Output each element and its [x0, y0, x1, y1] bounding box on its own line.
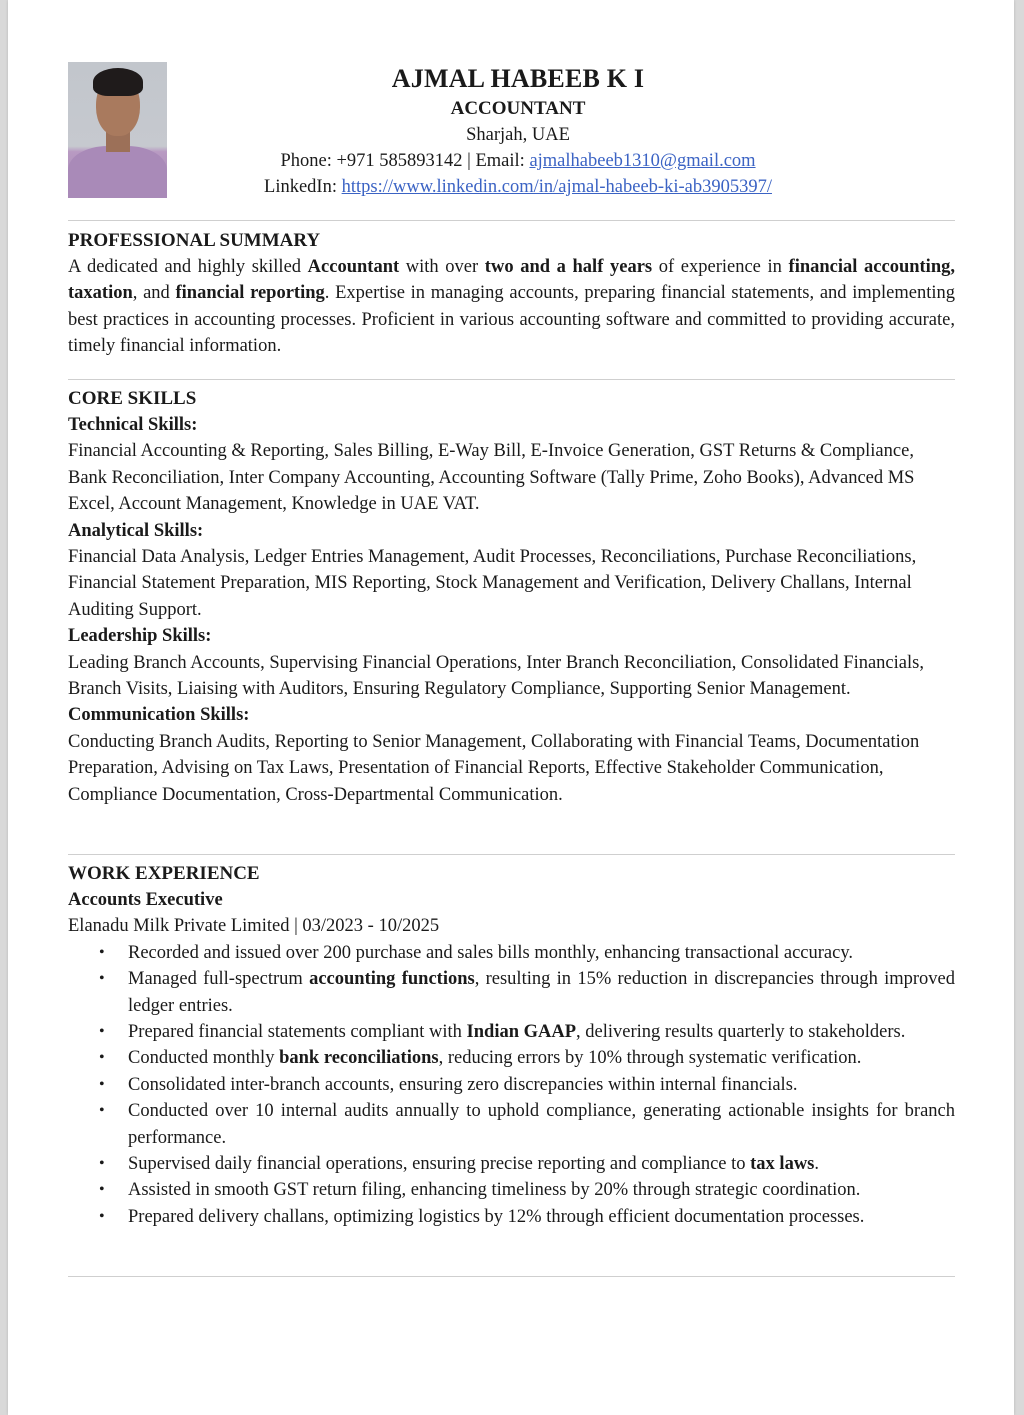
- contact-line: [168, 148, 868, 174]
- job-bullet-item: [68, 1045, 955, 1071]
- phone-number: +971 585893142: [336, 151, 463, 171]
- divider: [68, 854, 955, 855]
- technical-skills-text: Financial Accounting & Reporting, Sales Billing, E-Way Bill, E-Invoice Generation, GST Returns & Compliance, Bank Reconciliation, Inter Company Accounting, Accounting Software (Tally Prime, Zoho Books), Advanced MS Excel, Account Management, Knowledge in UAE VAT.: [68, 441, 915, 515]
- job-bullet-item: [68, 940, 955, 966]
- bullet-run: Supervised daily financial operations, ensuring precise reporting and compliance to: [128, 1154, 751, 1175]
- summary-run: . Expertise in managing accounts, preparing financial statements, and implementing best practices in accounting processes. Proficient in various accounting software and committed to providing accurate, timely financial information.: [68, 283, 956, 357]
- email-link[interactable]: ajmalhabeeb1310@gmail.com: [529, 151, 756, 171]
- photo-hair-shape: [93, 68, 143, 96]
- bullet-bold-run: bank reconciliations: [279, 1048, 439, 1069]
- linkedin-line: [168, 174, 868, 200]
- summary-section: [68, 228, 955, 360]
- bullet-icon: •: [99, 1207, 105, 1225]
- job-bullet-item: [68, 1151, 955, 1177]
- bullet-run: Managed full-spectrum: [128, 969, 310, 990]
- summary-run: , and: [132, 283, 176, 304]
- bullet-run: Conducted monthly: [128, 1048, 280, 1069]
- bullet-run: Prepared delivery challans, optimizing logistics by 12% through efficient documentation processes.: [128, 1206, 865, 1227]
- bullet-run: Assisted in smooth GST return filing, enhancing timeliness by 20% through strategic coordination.: [128, 1180, 861, 1201]
- job-bullet-item: [68, 1019, 955, 1045]
- bullet-icon: •: [99, 970, 105, 988]
- bullet-icon: •: [99, 1075, 105, 1093]
- bullet-bold-run: Indian GAAP: [466, 1022, 577, 1043]
- resume-header: [168, 62, 868, 200]
- profile-photo: [68, 62, 167, 198]
- divider: [68, 220, 955, 221]
- candidate-name: AJMAL HABEEB K I: [391, 64, 645, 93]
- analytical-skills-text: Financial Data Analysis, Ledger Entries Management, Audit Processes, Reconciliations, Purchase Reconciliations, Financial Statement Preparation, MIS Reporting, Stock Management and Verification, Delivery Challans, Internal Auditing Support.: [68, 547, 917, 620]
- communication-skills-label: Communication Skills:: [68, 705, 250, 726]
- resume-page: [8, 0, 1014, 1415]
- job-bullet-list: [68, 940, 955, 1230]
- bullet-icon: •: [99, 1023, 105, 1041]
- summary-text: [68, 254, 955, 360]
- bullet-run: , resulting in 15% reduction in discrepancies through improved ledger entries.: [128, 969, 956, 1016]
- bullet-run: Recorded and issued over 200 purchase and sales bills monthly, enhancing transactional accuracy.: [128, 942, 854, 963]
- skills-section: [68, 386, 955, 808]
- candidate-title: ACCOUNTANT: [450, 98, 586, 119]
- bullet-icon: •: [99, 1102, 105, 1120]
- summary-run: A dedicated and highly skilled: [68, 257, 308, 277]
- summary-bold-run: financial reporting: [175, 283, 325, 304]
- leadership-skills-text: Leading Branch Accounts, Supervising Financial Operations, Inter Branch Reconciliation, Consolidated Financials, Branch Visits, Liaising with Auditors, Ensuring Regulatory Compliance, Supporting Senior Management.: [68, 652, 924, 700]
- candidate-location: Sharjah, UAE: [466, 125, 570, 145]
- bullet-icon: •: [99, 1049, 105, 1067]
- bullet-icon: •: [99, 943, 105, 961]
- bullet-bold-run: tax laws: [750, 1154, 815, 1175]
- divider: [68, 1276, 955, 1277]
- job-bullet-item: [68, 1204, 955, 1230]
- email-label: Email:: [475, 151, 530, 171]
- contact-separator: |: [462, 151, 476, 171]
- skills-title: CORE SKILLS: [68, 388, 197, 409]
- bullet-icon: •: [99, 1155, 105, 1173]
- phone-label: Phone:: [280, 151, 337, 171]
- summary-bold-run: financial accounting, taxation: [68, 257, 955, 304]
- job-bullet-item: [68, 1177, 955, 1203]
- bullet-run: , reducing errors by 10% through systematic verification.: [438, 1048, 862, 1069]
- summary-bold-run: Accountant: [307, 257, 400, 277]
- job-company-line: Elanadu Milk Private Limited | 03/2023 - 10/2025: [68, 916, 440, 937]
- photo-shirt-shape: [68, 146, 167, 198]
- job-bullet-item: [68, 1098, 955, 1151]
- linkedin-label: LinkedIn:: [264, 177, 342, 197]
- job-bullet-item: [68, 1072, 955, 1098]
- bullet-run: .: [814, 1154, 820, 1175]
- bullet-bold-run: accounting functions: [309, 969, 475, 990]
- bullet-run: Conducted over 10 internal audits annually to uphold compliance, generating actionable insights for branch performance.: [128, 1101, 955, 1148]
- experience-section: [68, 861, 955, 1230]
- divider: [68, 379, 955, 380]
- summary-run: with over: [399, 257, 485, 277]
- leadership-skills-label: Leadership Skills:: [68, 626, 212, 647]
- experience-title: WORK EXPERIENCE: [68, 863, 260, 884]
- analytical-skills-label: Analytical Skills:: [68, 520, 204, 541]
- communication-skills-text: Conducting Branch Audits, Reporting to Senior Management, Collaborating with Financial Teams, Documentation Preparation, Advising on Tax Laws, Presentation of Financial Reports, Effective Stakeholder Communication, Compliance Documentation, Cross-Departmental Communication.: [68, 731, 920, 805]
- linkedin-link[interactable]: https://www.linkedin.com/in/ajmal-habeeb-ki-ab3905397/: [341, 177, 772, 197]
- bullet-run: Prepared financial statements compliant with: [128, 1022, 467, 1043]
- bullet-icon: •: [99, 1181, 105, 1199]
- summary-title: PROFESSIONAL SUMMARY: [68, 230, 321, 251]
- job-role: Accounts Executive: [68, 890, 223, 910]
- technical-skills-label: Technical Skills:: [68, 415, 198, 435]
- bullet-run: , delivering results quarterly to stakeholders.: [576, 1022, 906, 1043]
- summary-run: of experience in: [652, 257, 789, 277]
- job-bullet-item: [68, 966, 955, 1019]
- bullet-run: Consolidated inter-branch accounts, ensuring zero discrepancies within internal financials.: [128, 1074, 798, 1095]
- summary-bold-run: two and a half years: [484, 257, 653, 277]
